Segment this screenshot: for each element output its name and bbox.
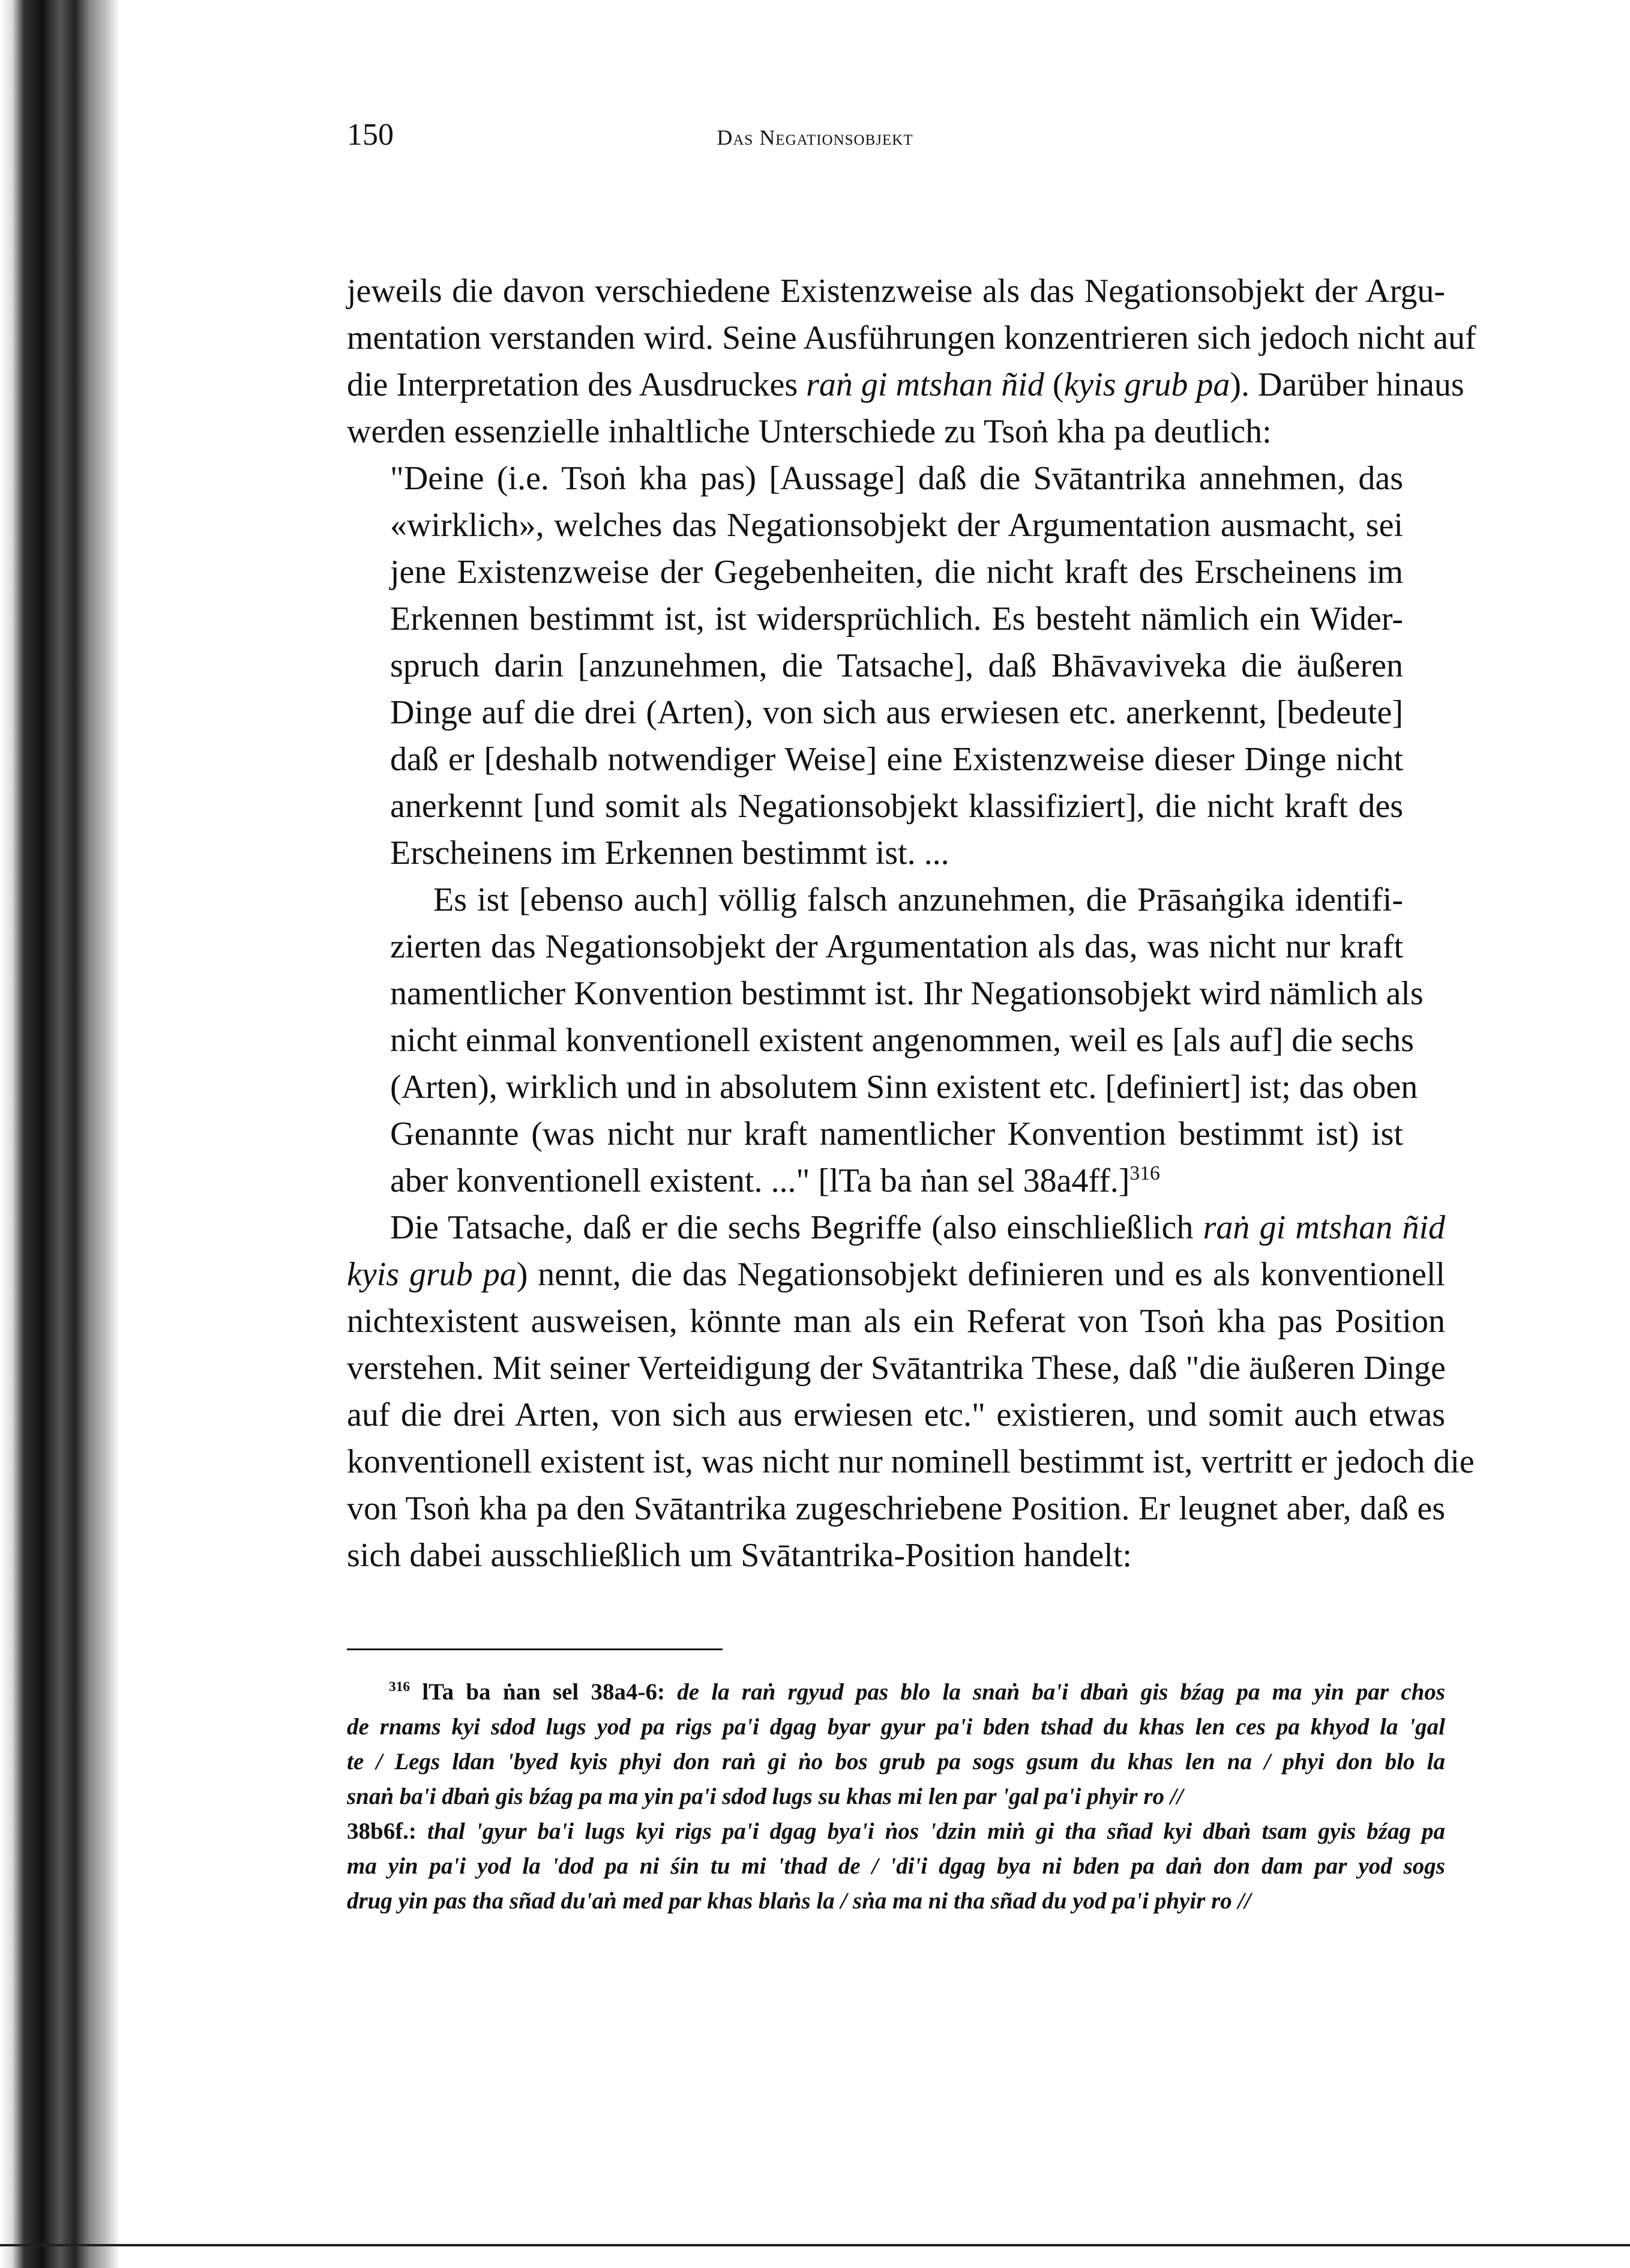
- text-line: [390, 736, 1403, 783]
- text-run: werden essenzielle inhaltliche Unterschiede zu Tsoṅ kha pa deutlich:: [347, 413, 1272, 450]
- text-run: ). Darüber hinaus: [1230, 366, 1464, 403]
- text-run: 38b6f.:: [347, 1818, 427, 1844]
- text-run: die Interpretation des Ausdruckes: [347, 366, 807, 403]
- text-line: [347, 1345, 1445, 1392]
- text-run: Genannte (was nicht nur kraft namentlicher Konvention bestimmt ist) ist: [390, 1115, 1403, 1153]
- italic-text: drug yin pas tha sñad du'aṅ med par khas blaṅs la / sṅa ma ni tha sñad du yod pa'i phyir ro //: [347, 1888, 1251, 1914]
- text-line: [390, 1157, 1160, 1204]
- text-run: nichtexistent ausweisen, könnte man als ein Referat von Tsoṅ kha pas Position: [347, 1303, 1445, 1340]
- text-run: jeweils die davon verschiedene Existenzweise als das Negationsobjekt der Argu-: [347, 273, 1445, 310]
- italic-text: te / Legs ldan 'byed kyis phyi don raṅ gi ṅo bos grub pa sogs gsum du khas len na / phyi don blo la: [347, 1749, 1445, 1775]
- text-run: mentation verstanden wird. Seine Ausführungen konzentrieren sich jedoch nicht auf: [347, 319, 1476, 357]
- text-line: [390, 830, 949, 876]
- text-line: [390, 502, 1403, 549]
- text-run: (Arten), wirklich und in absolutem Sinn existent etc. [definiert] ist; das oben: [390, 1069, 1418, 1106]
- text-line: [389, 1675, 1445, 1710]
- text-run: Es ist [ebenso auch] völlig falsch anzunehmen, die Prāsaṅgika identifi-: [433, 881, 1403, 918]
- text-run: sich dabei ausschließlich um Svātantrika-Position handelt:: [347, 1537, 1132, 1574]
- italic-text: kyis grub pa: [1063, 366, 1230, 403]
- italic-text: raṅ gi mtshan ñid: [1203, 1209, 1446, 1246]
- footnote-rule: [347, 1648, 723, 1650]
- text-line: [347, 1849, 1445, 1884]
- text-line: [347, 1392, 1445, 1438]
- text-run: Dinge auf die drei (Arten), von sich aus erwiesen etc. anerkennt, [bedeute]: [390, 694, 1403, 731]
- text-line: [347, 361, 1464, 408]
- text-run: aber konventionell existent. ..." [lTa ba ṅan sel 38a4ff.]: [390, 1162, 1130, 1199]
- text-line: [347, 408, 1272, 455]
- text-run: konventionell existent ist, was nicht nur nominell bestimmt ist, vertritt er jedoch die: [347, 1443, 1475, 1480]
- text-line: [347, 1779, 1183, 1814]
- text-line: [347, 1251, 1445, 1298]
- text-line: [347, 1884, 1251, 1919]
- text-line: [390, 1017, 1414, 1064]
- italic-text: kyis grub pa: [347, 1256, 517, 1293]
- text-line: [390, 549, 1403, 596]
- page-number: 150: [347, 118, 394, 152]
- text-line: [347, 1438, 1475, 1485]
- italic-text: de rnams kyi sdod lugs yod pa rigs pa'i dgag byar gyur pa'i bden tshad du khas len ces pa khyod la 'gal: [347, 1714, 1445, 1740]
- text-run: lTa ba ṅan sel 38a4-6:: [410, 1679, 678, 1705]
- text-run: daß er [deshalb notwendiger Weise] eine Existenzweise dieser Dinge nicht: [390, 741, 1403, 778]
- text-line: [347, 1745, 1445, 1779]
- text-line: [390, 455, 1403, 502]
- text-run: «wirklich», welches das Negationsobjekt der Argumentation ausmacht, sei: [390, 507, 1403, 544]
- text-run: auf die drei Arten, von sich aus erwiesen etc." existieren, und somit auch etwas: [347, 1396, 1445, 1434]
- text-line: [390, 783, 1403, 830]
- text-line: [390, 689, 1403, 736]
- text-run: jene Existenzweise der Gegebenheiten, die nicht kraft des Erscheinens im: [390, 553, 1403, 591]
- text-line: [347, 268, 1445, 315]
- text-line: [390, 970, 1424, 1017]
- running-head: Das Negationsobjekt: [717, 125, 913, 149]
- book-binding-shadow: [0, 0, 120, 2268]
- text-run: nicht einmal konventionell existent angenommen, weil es [als auf] die sechs: [390, 1022, 1414, 1059]
- text-line: [347, 1485, 1445, 1532]
- text-line: [390, 1111, 1403, 1157]
- text-run: zierten das Negationsobjekt der Argumentation als das, was nicht nur kraft: [390, 928, 1403, 965]
- text-run: (: [1044, 366, 1064, 403]
- text-run: namentlicher Konvention bestimmt ist. Ihr Negationsobjekt wird nämlich als: [390, 975, 1424, 1012]
- text-line: [347, 1814, 1445, 1849]
- italic-text: thal 'gyur ba'i lugs kyi rigs pa'i dgag bya'i ṅos 'dzin miṅ gi tha sñad kyi dbaṅ tsam gyis bźag pa: [427, 1818, 1445, 1844]
- text-line: [390, 596, 1403, 642]
- text-run: Die Tatsache, daß er die sechs Begriffe (also einschließlich: [390, 1209, 1203, 1246]
- footnote-marker: 316: [389, 1678, 411, 1695]
- text-line: [347, 315, 1476, 361]
- text-line: [390, 1204, 1445, 1251]
- footnote-marker: 316: [1129, 1162, 1160, 1184]
- text-run: Erkennen bestimmt ist, ist widersprüchlich. Es besteht nämlich ein Wider-: [390, 600, 1403, 638]
- text-line: [390, 642, 1403, 689]
- text-run: verstehen. Mit seiner Verteidigung der Svātantrika These, daß "die äußeren Dinge: [347, 1350, 1446, 1387]
- italic-text: snaṅ ba'i dbaṅ gis bźag pa ma yin pa'i sdod lugs su khas mi len par 'gal pa'i phyir ro //: [347, 1784, 1183, 1809]
- text-line: [347, 1710, 1445, 1745]
- text-line: [347, 1298, 1445, 1345]
- text-run: "Deine (i.e. Tsoṅ kha pas) [Aussage] daß die Svātantrika annehmen, das: [390, 460, 1403, 497]
- italic-text: ma yin pa'i yod la 'dod pa ni śin tu mi 'thad de / 'di'i dgag bya ni bden pa daṅ don dam par yod sogs: [347, 1853, 1445, 1879]
- text-run: ) nennt, die das Negationsobjekt definieren und es als konventionell: [516, 1256, 1445, 1293]
- text-line: [433, 876, 1403, 923]
- italic-text: raṅ gi mtshan ñid: [806, 366, 1044, 403]
- text-run: anerkennt [und somit als Negationsobjekt klassifiziert], die nicht kraft des: [390, 788, 1403, 825]
- text-line: [390, 1064, 1418, 1111]
- text-line: [390, 923, 1403, 970]
- text-run: von Tsoṅ kha pa den Svātantrika zugeschriebene Position. Er leugnet aber, daß es: [347, 1490, 1445, 1527]
- text-line: [347, 1532, 1132, 1579]
- text-run: Erscheinens im Erkennen bestimmt ist. ...: [390, 834, 949, 872]
- italic-text: de la raṅ rgyud pas blo la snaṅ ba'i dbaṅ gis bźag pa ma yin par chos: [677, 1679, 1446, 1705]
- scan-edge-line: [0, 2244, 1630, 2246]
- text-run: spruch darin [anzunehmen, die Tatsache], daß Bhāvaviveka die äußeren: [390, 647, 1403, 684]
